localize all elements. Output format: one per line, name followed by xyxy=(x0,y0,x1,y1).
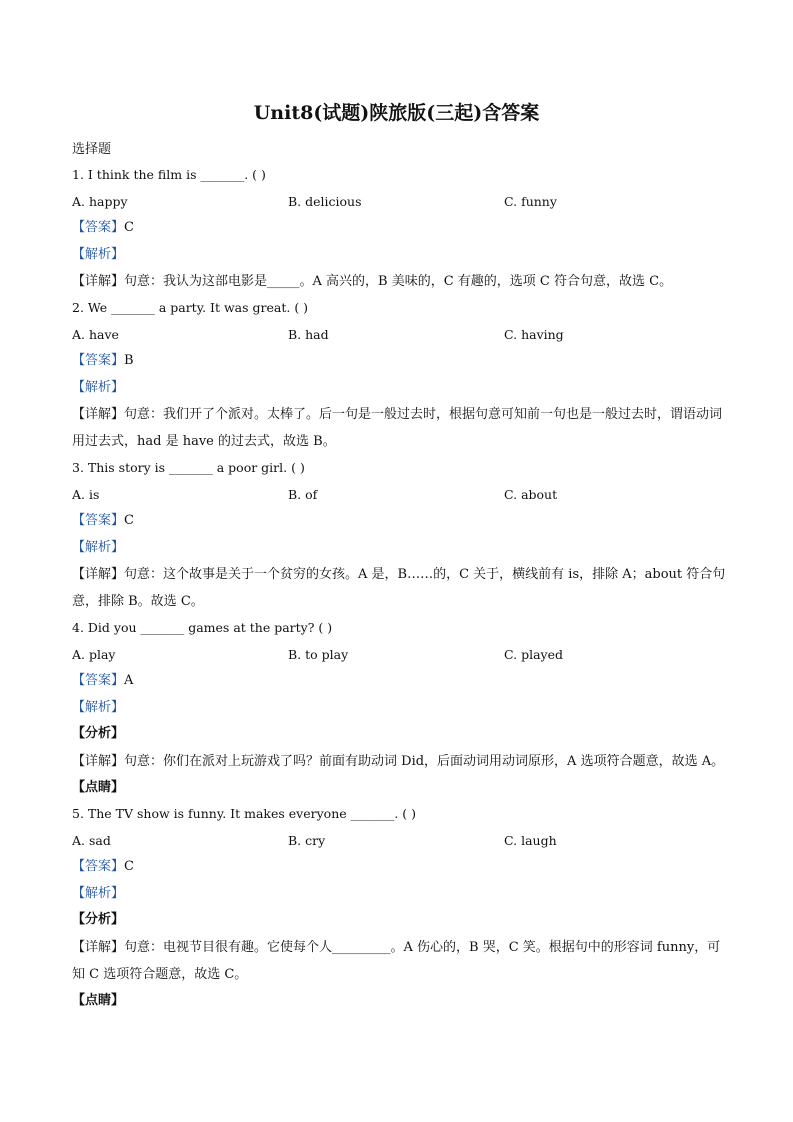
answer-label: 【答案】 xyxy=(72,513,125,528)
section-heading: 选择题 xyxy=(72,142,112,157)
options-row xyxy=(72,322,727,349)
option-c: C. having xyxy=(504,326,564,342)
options-row xyxy=(72,828,727,855)
detail-label: 【详解】 xyxy=(72,939,125,955)
option-b: B. had xyxy=(288,326,329,342)
answer-value: C xyxy=(124,513,134,528)
answer-value: B xyxy=(124,353,134,368)
option-b: B. cry xyxy=(288,832,326,848)
points-label: 【点睛】 xyxy=(72,992,125,1008)
option-c: C. funny xyxy=(504,193,557,209)
answer-line xyxy=(72,348,727,375)
fenxi-label: 【分析】 xyxy=(72,726,125,741)
option-c: C. laugh xyxy=(504,832,557,848)
detail-line xyxy=(72,401,727,455)
detail-text: 句意：电视节目很有趣。它使每个人_________。A 伤心的，B 哭，C 笑。根据句中的形容词 funny，可知 C 选项符合题意，故选 C。 xyxy=(72,939,721,982)
detail-label: 【详解】 xyxy=(72,753,125,769)
detail-text: 句意：我认为这部电影是_____。A 高兴的，B 美味的，C 有趣的，选项 C 符合句意，故选 C。 xyxy=(124,274,673,289)
detail-line xyxy=(72,748,727,775)
question-2 xyxy=(72,295,727,455)
analysis-label: 【解析】 xyxy=(72,885,125,901)
points-label: 【点睛】 xyxy=(72,779,125,795)
detail-label: 【详解】 xyxy=(72,274,125,289)
detail-label: 【详解】 xyxy=(72,407,125,422)
detail-line xyxy=(72,561,727,615)
answer-label: 【答案】 xyxy=(72,353,125,368)
answer-label: 【答案】 xyxy=(72,220,125,235)
fenxi-line xyxy=(72,907,727,934)
analysis-line xyxy=(72,535,727,562)
option-a: A. have xyxy=(72,326,119,342)
option-b: B. of xyxy=(288,486,318,502)
option-a: A. happy xyxy=(72,193,128,209)
option-b: B. to play xyxy=(288,646,349,662)
analysis-line xyxy=(72,881,727,908)
analysis-label: 【解析】 xyxy=(72,246,125,262)
options-row xyxy=(72,482,727,509)
option-a: A. play xyxy=(72,646,116,662)
analysis-label: 【解析】 xyxy=(72,699,125,715)
option-c: C. played xyxy=(504,646,563,662)
fenxi-line xyxy=(72,721,727,748)
question-4 xyxy=(72,615,727,801)
answer-label: 【答案】 xyxy=(72,673,125,688)
fenxi-label: 【分析】 xyxy=(72,912,125,927)
question-stem: 4. Did you _______ games at the party? ( ) xyxy=(72,620,333,635)
answer-line xyxy=(72,215,727,242)
option-c: C. about xyxy=(504,486,558,502)
answer-line xyxy=(72,668,727,695)
question-3 xyxy=(72,455,727,615)
detail-label: 【详解】 xyxy=(72,567,125,582)
answer-value: C xyxy=(124,220,134,235)
detail-text: 句意：这个故事是关于一个贫穷的女孩。A 是，B……的，C 关于，横线前有 is，排除 A；about 符合句意，排除 B。故选 C。 xyxy=(72,567,726,609)
options-row xyxy=(72,642,727,669)
analysis-line xyxy=(72,242,727,269)
answer-line xyxy=(72,854,727,881)
points-line xyxy=(72,988,727,1015)
question-stem: 5. The TV show is funny. It makes everyone _______. ( ) xyxy=(72,806,417,821)
analysis-line xyxy=(72,695,727,722)
question-stem: 2. We _______ a party. It was great. ( ) xyxy=(72,300,309,315)
analysis-label: 【解析】 xyxy=(72,539,125,555)
detail-text: 句意：我们开了个派对。太棒了。后一句是一般过去时，根据句意可知前一句也是一般过去时，谓语动词用过去式，had 是 have 的过去式，故选 B。 xyxy=(72,407,723,449)
answer-value: C xyxy=(124,859,134,874)
document-title: Unit8(试题)陕旅版(三起)含答案 xyxy=(253,102,540,124)
option-a: A. is xyxy=(72,486,100,502)
detail-line xyxy=(72,934,727,988)
question-stem: 1. I think the film is _______. ( ) xyxy=(72,167,266,182)
options-row xyxy=(72,189,727,216)
answer-label: 【答案】 xyxy=(72,859,125,874)
points-line xyxy=(72,775,727,802)
question-stem: 3. This story is _______ a poor girl. ( ) xyxy=(72,460,305,475)
detail-text: 句意：你们在派对上玩游戏了吗？前面有助动词 Did，后面动词用动词原形，A 选项符合题意，故选 A。 xyxy=(124,753,725,769)
detail-line xyxy=(72,268,727,295)
answer-value: A xyxy=(124,673,134,688)
question-list xyxy=(72,162,727,1014)
analysis-line xyxy=(72,375,727,402)
option-a: A. sad xyxy=(72,832,111,848)
answer-line xyxy=(72,508,727,535)
question-1 xyxy=(72,162,727,295)
analysis-label: 【解析】 xyxy=(72,379,125,395)
question-5 xyxy=(72,801,727,1014)
option-b: B. delicious xyxy=(288,193,362,209)
